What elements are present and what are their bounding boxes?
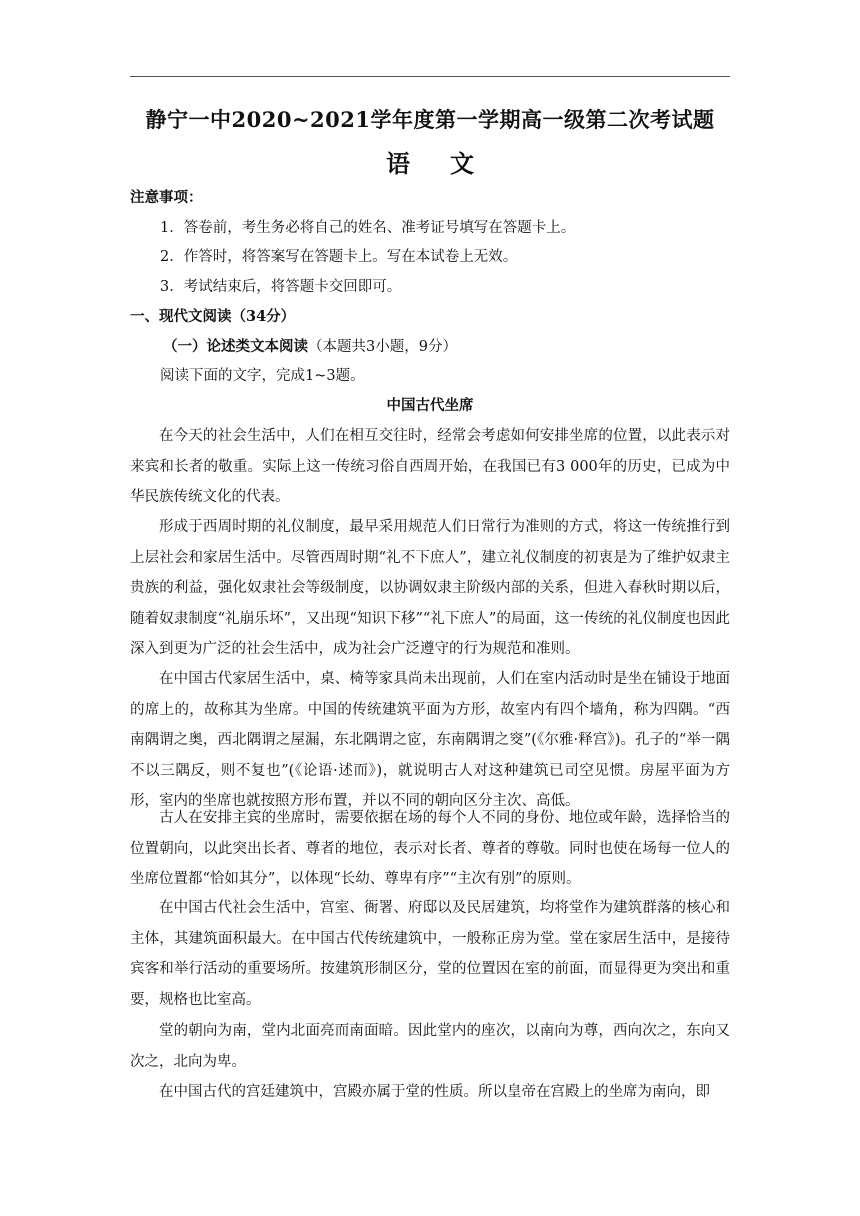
subject-title bbox=[0, 144, 860, 179]
subject-char-2: 文 bbox=[450, 149, 474, 178]
sub-heading-bold: （一）论述类文本阅读 bbox=[163, 338, 308, 355]
article-title: 中国古代坐席 bbox=[386, 397, 474, 414]
article-paragraph-5: 在中国古代社会生活中，宫室、衙署、府邸以及民居建筑，均将堂作为建筑群落的核心和主体，其建筑面积最大。在中国古代传统建筑中，一般称正房为堂。堂在家居生活中，是接待宾客和举行活动的重要场所。按建筑形制区分，堂的位置因在室的前面，而显得更为突出和重要，规格也比室高。 bbox=[130, 900, 730, 1008]
article-paragraph-3: 在中国古代家居生活中，桌、椅等家具尚未出现前，人们在室内活动时是坐在铺设于地面的席上的，故称其为坐席。中国的传统建筑平面为方形，故室内有四个墙角，称为四隅。“西南隅谓之奥，西北隅谓之屋漏，东北隅谓之宧，东南隅谓之窔”(《尔雅·释宫》)。孔子的“举一隅不以三隅反，则不复也”(《论语·述而》)，就说明古人对这种建筑已司空见惯。房屋平面为方形，室内的坐席也就按照方形布置，并以不同的朝向区分主次、高低。 bbox=[130, 671, 730, 809]
notice-item-3: 3．考试结束后，将答题卡交回即可。 bbox=[160, 279, 402, 295]
exam-title: 静宁一中2020~2021学年度第一学期高一级第二次考试题 bbox=[145, 107, 715, 132]
sub-heading-rest: （本题共3小题，9分） bbox=[308, 339, 457, 355]
notice-heading: 注意事项： bbox=[130, 189, 203, 206]
article-paragraph-7: 在中国古代的宫廷建筑中，宫殿亦属于堂的性质。所以皇帝在宫殿上的坐席为南向，即 bbox=[159, 1084, 710, 1100]
article-paragraph-6: 堂的朝向为南，堂内北面亮而南面暗。因此堂内的座次，以南向为尊，西向次之，东向又次之，北向为卑。 bbox=[130, 1023, 730, 1070]
article-paragraph-2: 形成于西周时期的礼仪制度，最早采用规范人们日常行为准则的方式，将这一传统推行到上层社会和家居生活中。尽管西周时期“礼不下庶人”，建立礼仪制度的初衷是为了维护奴隶主贵族的利益，强化奴隶社会等级制度，以协调奴隶主阶级内部的关系，但进入春秋时期以后，随着奴隶制度“礼崩乐坏”，又出现“知识下移”“礼下庶人”的局面，这一传统的礼仪制度也因此深入到更为广泛的社会生活中，成为社会广泛遵守的行为规范和准则。 bbox=[130, 519, 730, 657]
notice-item-1: 1．答卷前，考生务必将自己的姓名、准考证号填写在答题卡上。 bbox=[160, 220, 576, 236]
section-heading: 一、现代文阅读（34分） bbox=[130, 308, 296, 325]
header-rule bbox=[130, 76, 730, 77]
article-paragraph-1: 在今天的社会生活中，人们在相互交往时，经常会考虑如何安排坐席的位置，以此表示对来宾和长者的敬重。实际上这一传统习俗自西周开始，在我国已有3 000年的历史，已成为中华民族传统文化的代表。 bbox=[130, 428, 730, 505]
reading-instruction: 阅读下面的文字，完成1~3题。 bbox=[160, 368, 365, 384]
notice-item-2: 2．作答时，将答案写在答题卡上。写在本试卷上无效。 bbox=[160, 249, 518, 265]
subject-char-1: 语 bbox=[386, 149, 410, 178]
article-paragraph-4: 古人在安排主宾的坐席时，需要依据在场的每个人不同的身份、地位或年龄，选择恰当的位置朝向，以此突出长者、尊者的地位，表示对长者、尊者的尊敬。同时也使在场每一位人的坐席位置都“恰如其分”，以体现“长幼、尊卑有序”“主次有别”的原则。 bbox=[130, 810, 730, 887]
sub-heading bbox=[163, 337, 763, 357]
